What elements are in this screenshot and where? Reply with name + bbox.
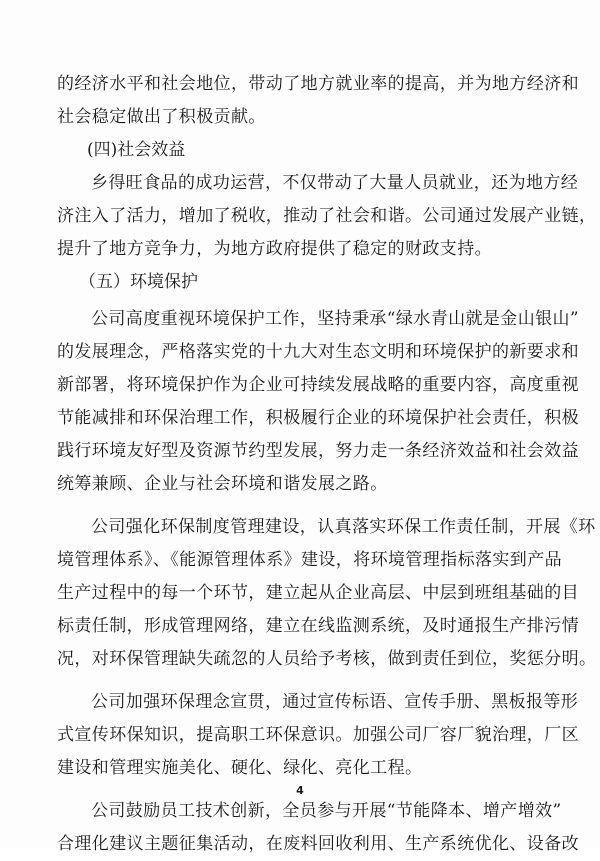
page-number: 4 xyxy=(296,784,304,797)
text-line: 新部署，将环境保护作为企业可持续发展战略的重要内容，高度重视 xyxy=(57,375,579,395)
text-line: 建设和管理实施美化、硬化、绿化、亮化工程。 xyxy=(57,758,423,778)
text-line: 标责任制，形成管理网络，建立在线监测系统，及时通报生产排污情 xyxy=(57,616,579,636)
paragraph-environment-system xyxy=(57,511,597,676)
text-line: 提升了地方竞争力，为地方政府提供了稳定的财政支持。 xyxy=(57,239,492,259)
text-line: 合理化建议主题征集活动，在废料回收利用、生产系统优化、设备改 xyxy=(57,834,579,854)
text-line: 的经济水平和社会地位，带动了地方就业率的提高，并为地方经济和 xyxy=(57,74,579,94)
section-heading-social-benefit: (四)社会效益 xyxy=(87,140,186,160)
text-line: 公司强化环保制度管理建设，认真落实环保工作责任制，开展《环 xyxy=(91,517,596,537)
text-line: 社会稳定做出了积极贡献。 xyxy=(57,107,266,127)
text-line: 节能减排和环保治理工作，积极履行企业的环境保护社会责任，积极 xyxy=(57,408,579,428)
text-line: 境管理体系》、《能源管理体系》建设，将环境管理指标落实到产品 xyxy=(57,550,562,570)
text-line: 乡得旺食品的成功运营，不仅带动了大量人员就业，还为地方经 xyxy=(91,173,579,193)
text-line: 式宣传环保知识，提高职工环保意识。加强公司厂容厂貌治理，厂区 xyxy=(57,725,579,745)
paragraph-social-benefit xyxy=(57,167,597,266)
text-line: 公司加强环保理念宣贯，通过宣传标语、宣传手册、黑板报等形 xyxy=(91,692,579,712)
text-line: 况，对环保管理缺失疏忽的人员给予考核，做到责任到位，奖惩分明。 xyxy=(57,649,597,669)
paragraph-innovation xyxy=(57,795,579,861)
text-line: 公司鼓励员工技术创新，全员参与开展“节能降本、增产增效” xyxy=(91,801,562,821)
text-line: 的发展理念，严格落实党的十九大对生态文明和环境保护的新要求和 xyxy=(57,342,579,362)
text-line: 践行环境友好型及资源节约型发展，努力走一条经济效益和社会效益 xyxy=(57,441,579,461)
paragraph-environment-policy xyxy=(57,303,579,501)
text-line: 生产过程中的每一个环节，建立起从企业高层、中层到班组基础的目 xyxy=(57,583,579,603)
text-line: 济注入了活力，增加了税收，推动了社会和谐。公司通过发展产业链， xyxy=(57,206,597,226)
paragraph-environment-awareness xyxy=(57,686,579,785)
paragraph-continuation xyxy=(57,68,579,134)
text-line: 公司高度重视环境保护工作，坚持秉承“绿水青山就是金山银山” xyxy=(91,309,579,329)
page-body xyxy=(57,68,597,861)
text-line: 统筹兼顾、企业与社会环境和谐发展之路。 xyxy=(57,474,388,494)
section-heading-environment: （五）环境保护 xyxy=(79,272,198,292)
